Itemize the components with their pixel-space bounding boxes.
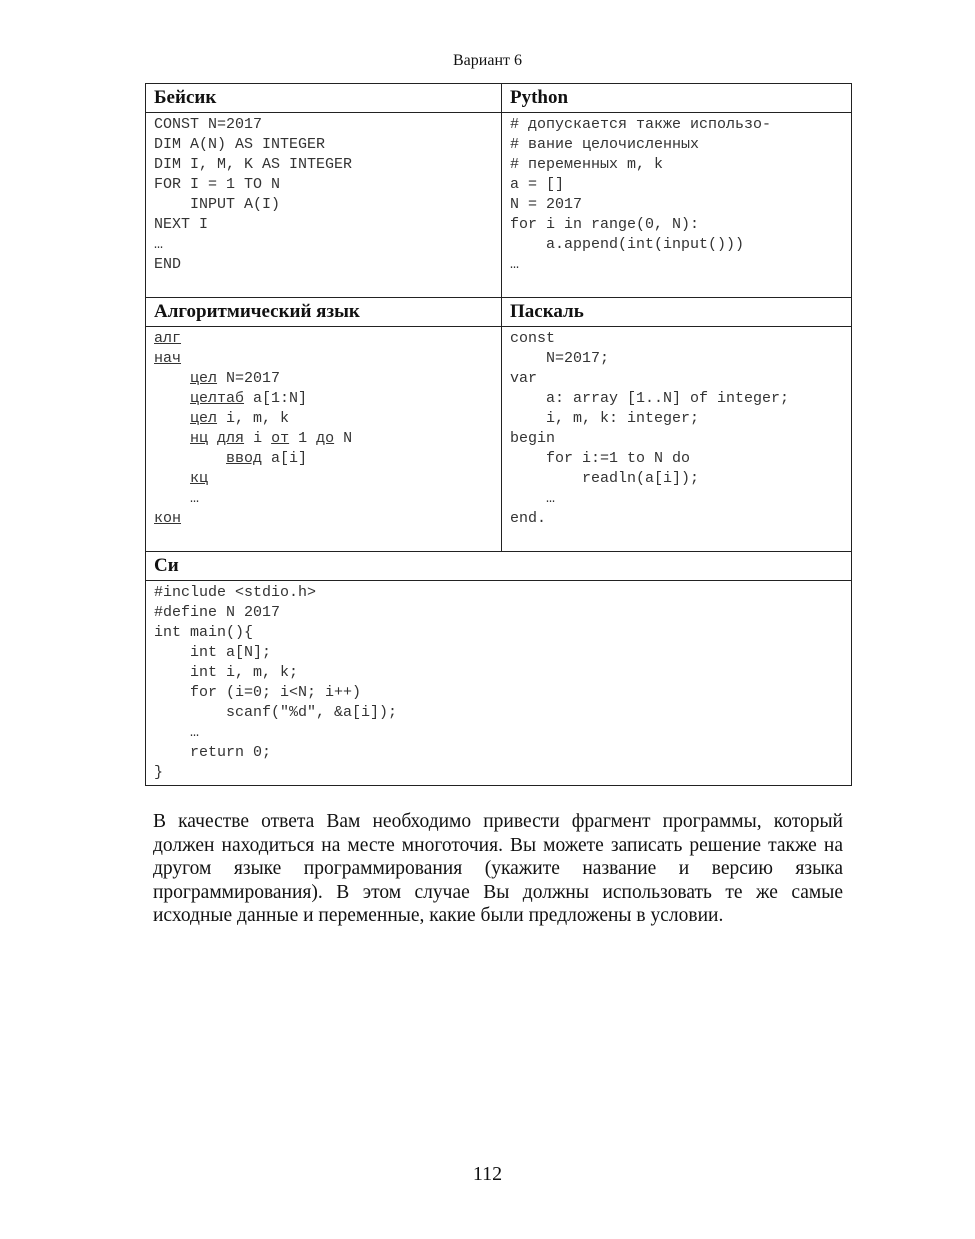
code-line: N = 2017 bbox=[510, 196, 583, 213]
code-line: a: array [1..N] of integer; bbox=[510, 390, 790, 407]
code-line: INPUT A(I) bbox=[154, 196, 281, 213]
keyword: для bbox=[217, 430, 245, 447]
code-fragment: N bbox=[334, 430, 353, 447]
code-line: NEXT I bbox=[154, 216, 209, 233]
code-line: for i in range(0, N): bbox=[510, 216, 700, 233]
algo-code bbox=[146, 327, 502, 552]
code-line: # переменных m, k bbox=[510, 156, 664, 173]
code-line: DIM I, M, K AS INTEGER bbox=[154, 156, 353, 173]
code-line: const bbox=[510, 330, 556, 347]
keyword: до bbox=[316, 430, 335, 447]
code-fragment: 1 bbox=[289, 430, 317, 447]
code-line bbox=[154, 369, 493, 389]
code-fragment: i bbox=[244, 430, 272, 447]
code-line: a.append(int(input())) bbox=[510, 236, 745, 253]
code-line bbox=[154, 349, 493, 369]
code-line bbox=[154, 429, 493, 449]
keyword: алг bbox=[154, 330, 182, 347]
c-code bbox=[146, 581, 852, 786]
python-header: Python bbox=[502, 84, 852, 113]
code-line: #define N 2017 bbox=[154, 604, 281, 621]
code-line: DIM A(N) AS INTEGER bbox=[154, 136, 326, 153]
code-fragment: N=2017 bbox=[217, 370, 281, 387]
code-line: … bbox=[154, 724, 200, 741]
code-line: int main(){ bbox=[154, 624, 254, 641]
keyword: кон bbox=[154, 510, 182, 527]
code-fragment: i, m, k bbox=[217, 410, 290, 427]
algo-header: Алгоритмический язык bbox=[146, 298, 502, 327]
code-line: } bbox=[154, 764, 164, 781]
code-line: a = [] bbox=[510, 176, 565, 193]
basic-header: Бейсик bbox=[146, 84, 502, 113]
keyword: от bbox=[271, 430, 290, 447]
basic-code bbox=[146, 113, 502, 298]
code-line: int a[N]; bbox=[154, 644, 272, 661]
instruction-paragraph: В качестве ответа Вам необходимо привести фрагмент программы, который должен находиться на месте многоточия. Вы можете записать решение также на другом языке программирования (укажите название и версию языка программирования). В этом случае Вы должны использовать те же самые исходные данные и переменные, какие были предложены в условии. bbox=[153, 811, 843, 926]
code-line: # допускается также использо- bbox=[510, 116, 772, 133]
page-number: 112 bbox=[472, 1163, 503, 1185]
keyword: цел bbox=[190, 410, 218, 427]
code-line: i, m, k: integer; bbox=[510, 410, 700, 427]
code-line: … bbox=[154, 236, 164, 253]
code-line bbox=[154, 329, 493, 349]
code-line: N=2017; bbox=[510, 350, 610, 367]
code-line: CONST N=2017 bbox=[154, 116, 263, 133]
code-line bbox=[154, 489, 493, 509]
code-line: return 0; bbox=[154, 744, 272, 761]
code-line: FOR I = 1 TO N bbox=[154, 176, 281, 193]
code-line bbox=[154, 509, 493, 529]
code-line: for i:=1 to N do bbox=[510, 450, 691, 467]
code-line: … bbox=[510, 490, 556, 507]
code-line: scanf("%d", &a[i]); bbox=[154, 704, 398, 721]
code-line: END bbox=[154, 256, 182, 273]
keyword: ввод bbox=[226, 450, 263, 467]
code-line: readln(a[i]); bbox=[510, 470, 700, 487]
code-line: end. bbox=[510, 510, 547, 527]
keyword: кц bbox=[190, 470, 209, 487]
keyword: целтаб bbox=[190, 390, 245, 407]
keyword: нач bbox=[154, 350, 182, 367]
c-header: Си bbox=[146, 552, 852, 581]
code-fragment bbox=[208, 430, 217, 447]
pascal-code bbox=[502, 327, 852, 552]
python-code bbox=[502, 113, 852, 298]
code-fragment: a[i] bbox=[262, 450, 308, 467]
code-line: … bbox=[510, 256, 520, 273]
code-line: #include <stdio.h> bbox=[154, 584, 317, 601]
code-line: var bbox=[510, 370, 538, 387]
variant-heading: Вариант 6 bbox=[453, 52, 522, 69]
code-line bbox=[154, 409, 493, 429]
keyword: цел bbox=[190, 370, 218, 387]
code-line bbox=[154, 469, 493, 489]
code-line: begin bbox=[510, 430, 556, 447]
pascal-header: Паскаль bbox=[502, 298, 852, 327]
code-fragment: a[1:N] bbox=[244, 390, 308, 407]
code-line: for (i=0; i<N; i++) bbox=[154, 684, 362, 701]
ellipsis: … bbox=[190, 490, 200, 507]
code-line: int i, m, k; bbox=[154, 664, 299, 681]
code-table bbox=[145, 83, 852, 786]
code-line bbox=[154, 389, 493, 409]
keyword: нц bbox=[190, 430, 209, 447]
code-line: # вание целочисленных bbox=[510, 136, 700, 153]
code-line bbox=[154, 449, 493, 469]
